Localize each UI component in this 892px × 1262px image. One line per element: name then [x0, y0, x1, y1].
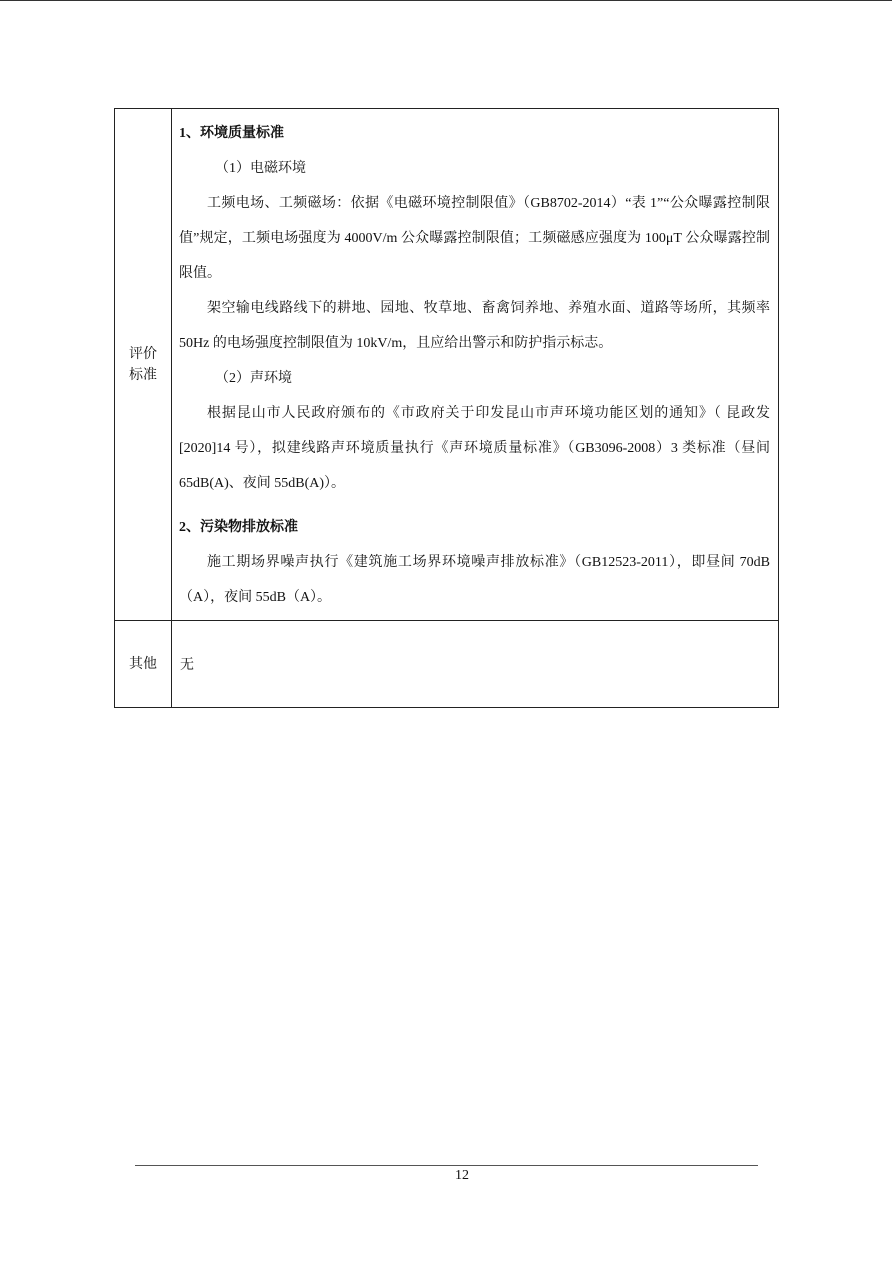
paragraph-power-frequency-fields: 工频电场、工频磁场：依据《电磁环境控制限值》（GB8702-2014）“表 1”“公众曝露控制限值”规定，工频电场强度为 4000V/m 公众曝露控制限值；工频磁感应强度为 100μT 公众曝露控制限值。 — [179, 196, 770, 281]
other-label: 其他 — [115, 621, 172, 708]
evaluation-standards-content — [172, 109, 779, 621]
section-heading-emission-standards: 2、污染物排放标准 — [179, 520, 298, 535]
evaluation-standards-row — [115, 109, 779, 621]
evaluation-standards-label — [115, 109, 172, 621]
top-border-line — [0, 0, 892, 1]
other-value: 无 — [172, 621, 779, 708]
paragraph-acoustic-standard: 根据昆山市人民政府颁布的《市政府关于印发昆山市声环境功能区划的通知》（ 昆政发[2020]14 号），拟建线路声环境质量执行《声环境质量标准》（GB3096-2008）3 类标准（昼间 65dB(A)、夜间 55dB(A)）。 — [179, 406, 770, 491]
section-heading-environment-quality: 1、环境质量标准 — [179, 126, 284, 141]
label-line-2: 标准 — [129, 367, 157, 383]
subheading-electromagnetic: （1）电磁环境 — [215, 161, 306, 176]
label-line-1: 评价 — [129, 346, 157, 362]
subheading-acoustic: （2）声环境 — [215, 371, 292, 386]
paragraph-overhead-lines: 架空输电线路线下的耕地、园地、牧草地、畜禽饲养地、养殖水面、道路等场所，其频率 50Hz 的电场强度控制限值为 10kV/m，且应给出警示和防护指示标志。 — [179, 301, 770, 351]
paragraph-construction-noise: 施工期场界噪声执行《建筑施工场界环境噪声排放标准》（GB12523-2011），即昼间 70dB（A），夜间 55dB（A）。 — [179, 555, 770, 605]
standards-table — [114, 108, 779, 708]
footer-divider — [135, 1165, 758, 1166]
page-number: 12 — [455, 1168, 469, 1183]
other-row — [115, 621, 779, 708]
